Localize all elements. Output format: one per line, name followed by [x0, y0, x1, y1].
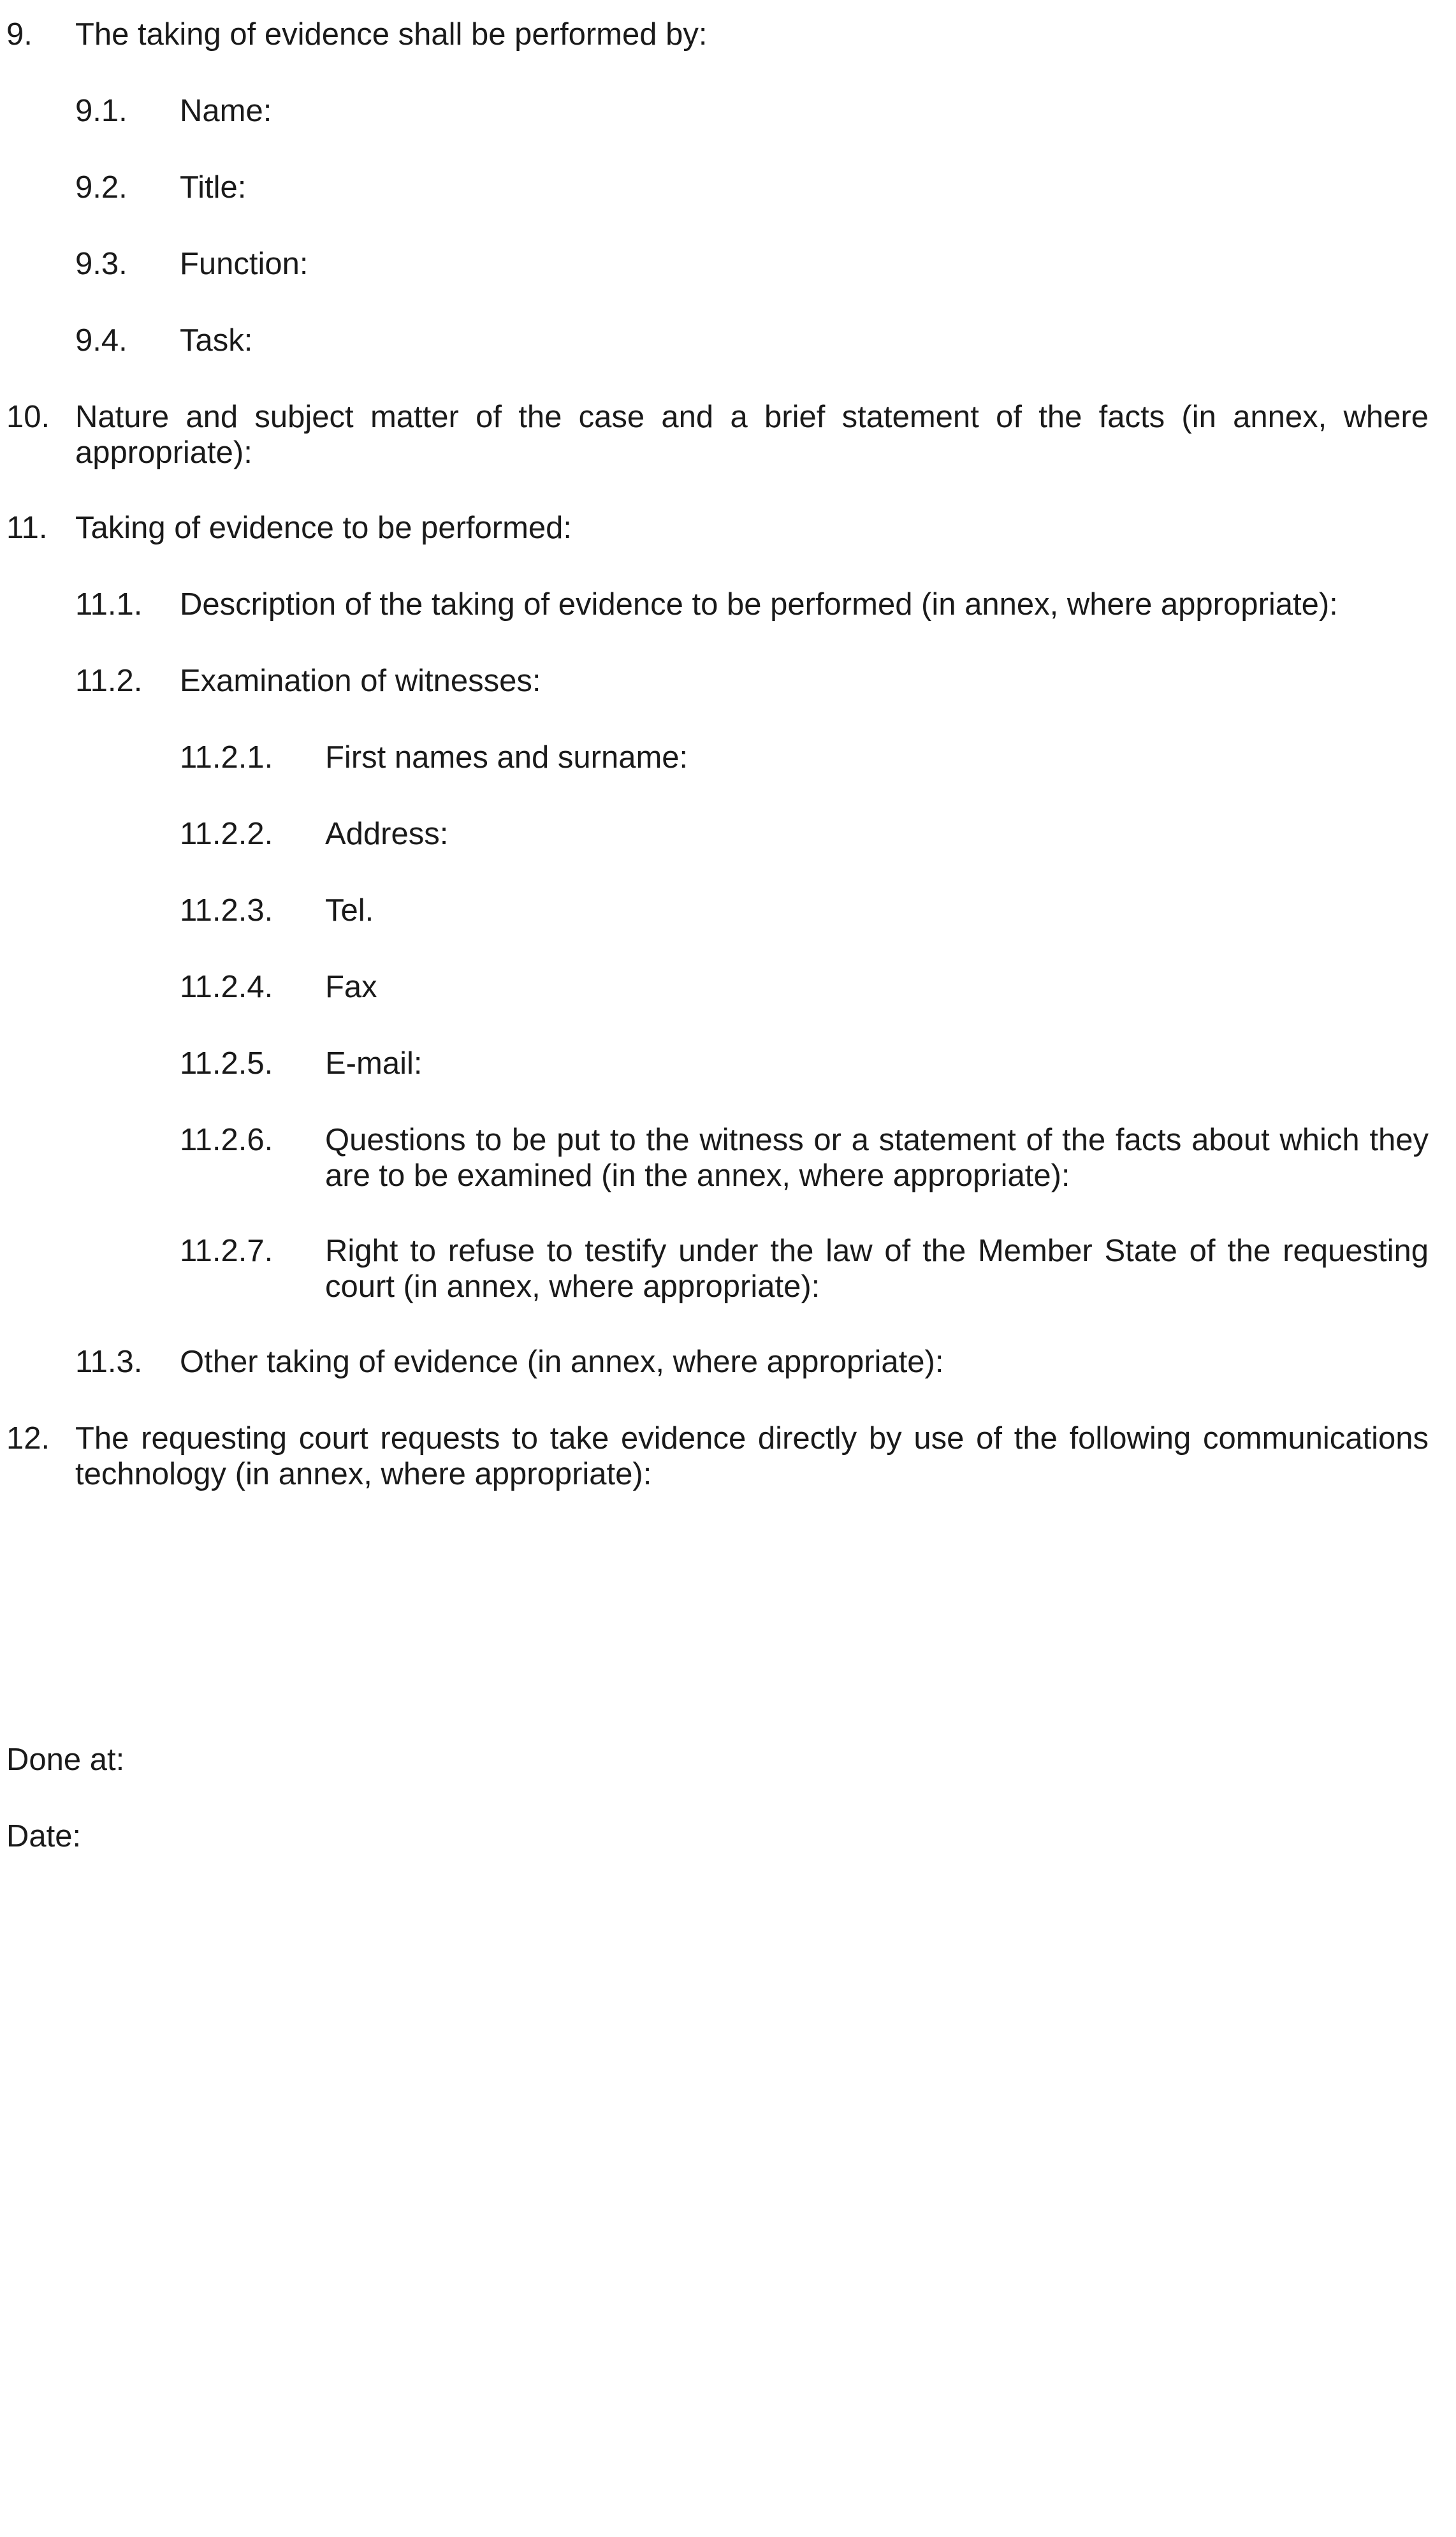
item-number-10: 10. [6, 400, 50, 434]
item-text-10: Nature and subject matter of the case and a brief statement of the facts (in annex, where appropriate): [75, 400, 1429, 470]
item-text-9: The taking of evidence shall be performed by: [75, 17, 708, 52]
item-text-11-2-2: Address: [325, 817, 449, 851]
item-text-11-2-6: Questions to be put to the witness or a statement of the facts about which they are to be examined (in the annex, where appropriate): [325, 1123, 1429, 1193]
item-number-11-2-4: 11.2.4. [180, 970, 273, 1004]
item-number-11-2-5: 11.2.5. [180, 1046, 273, 1081]
item-text-11-3: Other taking of evidence (in annex, where appropriate): [180, 1345, 944, 1379]
item-text-9-3: Function: [180, 247, 309, 281]
item-number-9-1: 9.1. [75, 94, 127, 128]
item-number-11-2: 11.2. [75, 664, 143, 698]
item-number-11-3: 11.3. [75, 1345, 143, 1379]
item-number-11-2-7: 11.2.7. [180, 1234, 273, 1268]
item-number-11-2-2: 11.2.2. [180, 817, 273, 851]
item-number-11-1: 11.1. [75, 587, 143, 622]
item-number-9-2: 9.2. [75, 170, 127, 205]
item-text-11-2: Examination of witnesses: [180, 664, 541, 698]
item-text-9-2: Title: [180, 170, 247, 205]
item-text-9-1: Name: [180, 94, 272, 128]
item-text-11-2-1: First names and surname: [325, 740, 688, 775]
item-number-11-2-6: 11.2.6. [180, 1123, 273, 1157]
item-text-11-2-3: Tel. [325, 893, 374, 928]
item-text-11-2-5: E-mail: [325, 1046, 423, 1081]
item-text-11-2-7: Right to refuse to testify under the law of the Member State of the requesting court (in annex, where appropriate): [325, 1234, 1429, 1304]
item-number-9: 9. [6, 17, 33, 52]
item-number-11-2-3: 11.2.3. [180, 893, 273, 928]
item-text-9-4: Task: [180, 323, 253, 358]
item-text-11: Taking of evidence to be performed: [75, 511, 572, 545]
item-number-11: 11. [6, 511, 48, 545]
item-number-9-3: 9.3. [75, 247, 127, 281]
item-number-9-4: 9.4. [75, 323, 127, 358]
item-text-12: The requesting court requests to take evidence directly by use of the following communications technology (in annex, where appropriate): [75, 1421, 1429, 1491]
item-number-12: 12. [6, 1421, 50, 1456]
item-number-11-2-1: 11.2.1. [180, 740, 273, 775]
item-text-11-1: Description of the taking of evidence to be performed (in annex, where appropriate): [180, 587, 1338, 622]
date-label: Date: [6, 1819, 82, 1853]
done-at-label: Done at: [6, 1743, 125, 1777]
item-text-11-2-4: Fax [325, 970, 377, 1004]
